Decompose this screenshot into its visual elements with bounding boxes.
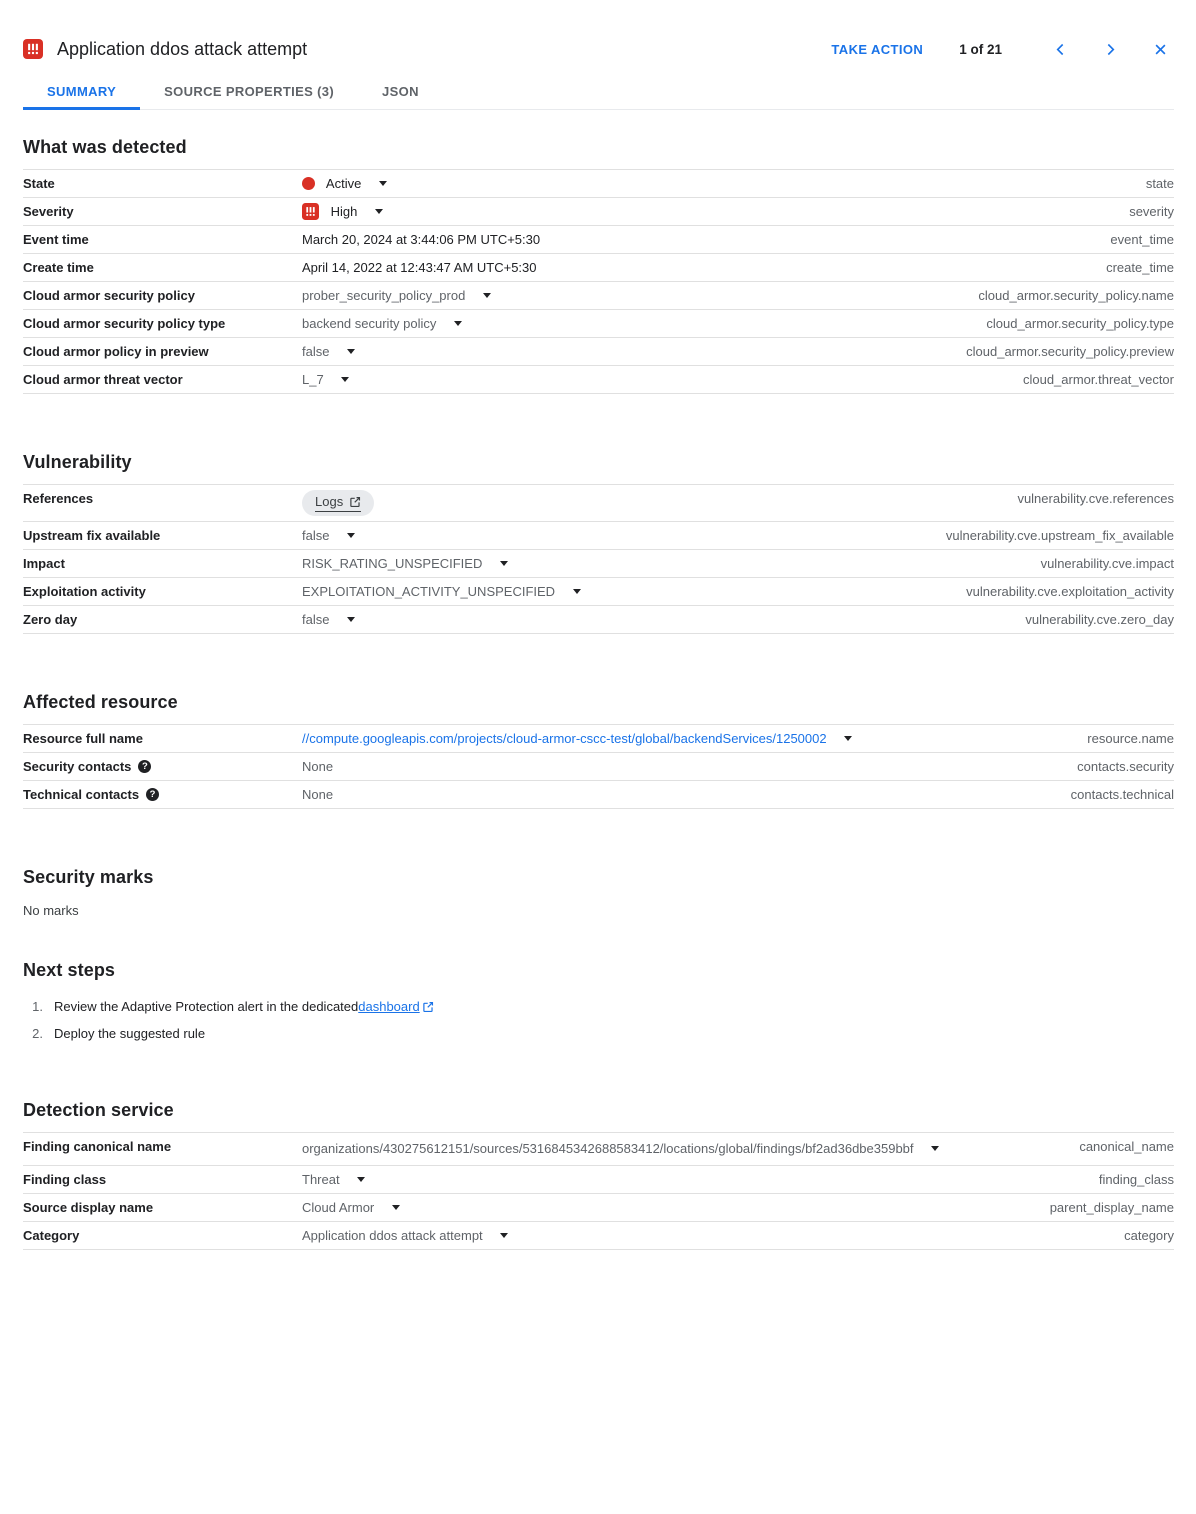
- active-state-icon: [302, 177, 315, 190]
- property-value-text[interactable]: L_7: [302, 372, 324, 387]
- property-field-name: vulnerability.cve.impact: [1040, 556, 1174, 571]
- dropdown-caret-icon[interactable]: [931, 1146, 939, 1151]
- property-field-name: contacts.security: [1077, 759, 1174, 774]
- property-row: [23, 752, 1174, 780]
- property-value: [302, 287, 966, 304]
- property-row: [23, 1221, 1174, 1249]
- property-row: [23, 281, 1174, 309]
- dropdown-caret-icon[interactable]: [347, 617, 355, 622]
- property-field-name: create_time: [1106, 260, 1174, 275]
- property-label: Security contacts: [23, 759, 132, 774]
- property-field-name: cloud_armor.threat_vector: [1022, 372, 1174, 387]
- property-value: [302, 175, 1134, 192]
- dropdown-caret-icon[interactable]: [500, 1233, 508, 1238]
- dropdown-caret-icon[interactable]: [500, 561, 508, 566]
- property-field-name: contacts.technical: [1070, 787, 1174, 802]
- tab-json[interactable]: JSON: [358, 77, 443, 109]
- logs-chip-link[interactable]: [302, 490, 374, 516]
- section-body-text: No marks: [23, 903, 79, 918]
- property-value-text: Active: [325, 176, 362, 191]
- property-value: [302, 1199, 1038, 1216]
- logs-chip-label: Logs: [315, 494, 344, 509]
- step-number: 2.: [32, 1026, 43, 1041]
- section-vulnerability: [23, 452, 1174, 634]
- property-value: [302, 315, 974, 332]
- high-severity-icon: [23, 39, 43, 59]
- property-value: [302, 490, 1005, 516]
- property-field-name: vulnerability.cve.upstream_fix_available: [945, 528, 1174, 543]
- property-row: [23, 309, 1174, 337]
- property-label: Severity: [23, 204, 74, 219]
- dashboard-link[interactable]: dashboard: [358, 999, 420, 1014]
- property-value-text[interactable]: false: [302, 528, 330, 543]
- next-step-item: [23, 998, 1174, 1015]
- property-value: [302, 527, 934, 544]
- chevron-right-icon[interactable]: [1096, 36, 1124, 62]
- high-severity-icon: [302, 203, 319, 220]
- header-actions: [831, 36, 1174, 62]
- property-field-name: cloud_armor.security_policy.preview: [966, 344, 1174, 359]
- property-label: Cloud armor security policy type: [23, 316, 226, 331]
- property-row: [23, 337, 1174, 365]
- help-icon[interactable]: [146, 788, 159, 801]
- property-row: [23, 484, 1174, 521]
- property-value: [302, 1138, 945, 1160]
- property-value-text[interactable]: backend security policy: [302, 316, 437, 331]
- next-step-item: [23, 1025, 1174, 1042]
- section-title: What was detected: [23, 137, 187, 157]
- property-field-name: event_time: [1110, 232, 1174, 247]
- property-value-text[interactable]: Threat: [302, 1172, 340, 1187]
- external-link-icon: [422, 1000, 434, 1017]
- section-title: Vulnerability: [23, 452, 132, 472]
- tab-bar: [23, 77, 1174, 110]
- property-value: [302, 611, 1013, 628]
- finding-detail-panel: [0, 36, 1196, 1250]
- section-title: Security marks: [23, 867, 154, 887]
- property-row: [23, 197, 1174, 225]
- property-value-text: None: [302, 787, 334, 802]
- property-row: [23, 780, 1174, 808]
- property-value: [302, 1171, 1087, 1188]
- property-row: [23, 1165, 1174, 1193]
- property-label: Finding canonical name: [23, 1139, 172, 1154]
- dropdown-caret-icon[interactable]: [483, 293, 491, 298]
- property-row: [23, 225, 1174, 253]
- tab-summary[interactable]: SUMMARY: [23, 77, 140, 109]
- dropdown-caret-icon[interactable]: [347, 349, 355, 354]
- property-value-text: None: [302, 759, 334, 774]
- property-value-text[interactable]: false: [302, 612, 330, 627]
- external-link-icon: [349, 496, 361, 508]
- property-label: Cloud armor security policy: [23, 288, 195, 303]
- property-value: [302, 259, 1094, 276]
- property-field-name: cloud_armor.security_policy.name: [978, 288, 1174, 303]
- property-field-name: canonical_name: [1079, 1139, 1174, 1154]
- property-value: [302, 371, 1011, 388]
- property-label: Resource full name: [23, 731, 143, 746]
- property-value-text: High: [330, 204, 358, 219]
- property-value: [302, 203, 1117, 220]
- property-value-text[interactable]: //compute.googleapis.com/projects/cloud-armor-cscc-test/global/backendServices/1250002: [302, 731, 827, 746]
- tab-source-properties[interactable]: SOURCE PROPERTIES (3): [140, 77, 358, 109]
- property-value-text[interactable]: prober_security_policy_prod: [302, 288, 466, 303]
- next-steps-list: [23, 998, 1174, 1042]
- property-value: [302, 758, 1065, 775]
- property-row: [23, 1193, 1174, 1221]
- dropdown-caret-icon[interactable]: [341, 377, 349, 382]
- property-row: [23, 1132, 1174, 1165]
- property-field-name: state: [1145, 176, 1174, 191]
- dropdown-caret-icon[interactable]: [573, 589, 581, 594]
- finding-header: [23, 36, 1174, 62]
- section-what-was-detected: [23, 137, 1174, 394]
- property-field-name: resource.name: [1087, 731, 1174, 746]
- property-value: [302, 555, 1029, 572]
- property-value-text: March 20, 2024 at 3:44:06 PM UTC+5:30: [302, 232, 541, 247]
- property-value: [302, 583, 954, 600]
- property-label: Event time: [23, 232, 89, 247]
- property-value: [302, 231, 1098, 248]
- property-field-name: cloud_armor.security_policy.type: [986, 316, 1174, 331]
- property-label: Technical contacts: [23, 787, 140, 802]
- dropdown-caret-icon[interactable]: [454, 321, 462, 326]
- property-label: Finding class: [23, 1172, 107, 1187]
- take-action-button[interactable]: TAKE ACTION: [831, 41, 924, 57]
- page-title: Application ddos attack attempt: [57, 38, 308, 59]
- dropdown-caret-icon[interactable]: [844, 736, 852, 741]
- properties-table: [23, 1132, 1174, 1250]
- help-icon[interactable]: [138, 760, 151, 773]
- property-field-name: vulnerability.cve.zero_day: [1025, 612, 1174, 627]
- property-label: References: [23, 491, 94, 506]
- properties-table: [23, 484, 1174, 634]
- property-value-text[interactable]: EXPLOITATION_ACTIVITY_UNSPECIFIED: [302, 584, 556, 599]
- property-field-name: parent_display_name: [1049, 1200, 1174, 1215]
- property-value-text: April 14, 2022 at 12:43:47 AM UTC+5:30: [302, 260, 537, 275]
- section-detection-service: [23, 1100, 1174, 1250]
- main-content: [23, 137, 1174, 1250]
- step-text: Deploy the suggested rule: [54, 1026, 206, 1041]
- property-row: [23, 365, 1174, 393]
- property-label: Category: [23, 1228, 80, 1243]
- property-row: [23, 253, 1174, 281]
- properties-table: [23, 724, 1174, 809]
- dropdown-caret-icon[interactable]: [379, 181, 387, 186]
- property-value: [302, 1227, 1112, 1244]
- property-value-text[interactable]: Cloud Armor: [302, 1200, 375, 1215]
- property-value-text[interactable]: RISK_RATING_UNSPECIFIED: [302, 556, 483, 571]
- section-security-marks: [23, 867, 1174, 918]
- property-label: Cloud armor threat vector: [23, 372, 183, 387]
- property-field-name: severity: [1129, 204, 1174, 219]
- property-value-text[interactable]: false: [302, 344, 330, 359]
- property-field-name: category: [1124, 1228, 1174, 1243]
- property-label: Impact: [23, 556, 65, 571]
- property-row: [23, 549, 1174, 577]
- property-value-text[interactable]: Application ddos attack attempt: [302, 1228, 483, 1243]
- properties-table: [23, 169, 1174, 394]
- property-value: [302, 343, 954, 360]
- property-label: Upstream fix available: [23, 528, 161, 543]
- step-text: Review the Adaptive Protection alert in the dedicated: [54, 999, 359, 1014]
- section-title: Detection service: [23, 1100, 174, 1120]
- step-number: 1.: [32, 999, 43, 1014]
- property-label: Zero day: [23, 612, 78, 627]
- close-icon[interactable]: [1146, 36, 1174, 62]
- property-label: Create time: [23, 260, 94, 275]
- property-row: [23, 605, 1174, 633]
- section-affected-resource: [23, 692, 1174, 809]
- dropdown-caret-icon[interactable]: [347, 533, 355, 538]
- dropdown-caret-icon[interactable]: [392, 1205, 400, 1210]
- section-title: Affected resource: [23, 692, 178, 712]
- property-label: Exploitation activity: [23, 584, 146, 599]
- property-row: [23, 724, 1174, 752]
- property-field-name: vulnerability.cve.references: [1017, 491, 1174, 506]
- property-row: [23, 577, 1174, 605]
- property-field-name: finding_class: [1098, 1172, 1174, 1187]
- property-label: Source display name: [23, 1200, 154, 1215]
- property-value: [302, 730, 1075, 747]
- dropdown-caret-icon[interactable]: [357, 1177, 365, 1182]
- section-next-steps: [23, 960, 1174, 1042]
- chevron-left-icon[interactable]: [1046, 36, 1074, 62]
- property-field-name: vulnerability.cve.exploitation_activity: [966, 584, 1174, 599]
- property-row: [23, 169, 1174, 197]
- section-title: Next steps: [23, 960, 116, 980]
- property-label: Cloud armor policy in preview: [23, 344, 209, 359]
- dropdown-caret-icon[interactable]: [375, 209, 383, 214]
- property-row: [23, 521, 1174, 549]
- property-value: [302, 786, 1059, 803]
- pagination-counter: 1 of 21: [959, 41, 1002, 57]
- property-value-text[interactable]: organizations/430275612151/sources/5316845342688583412/locations/global/findings/bf2ad36dbe359bbf: [302, 1141, 914, 1156]
- property-label: State: [23, 176, 55, 191]
